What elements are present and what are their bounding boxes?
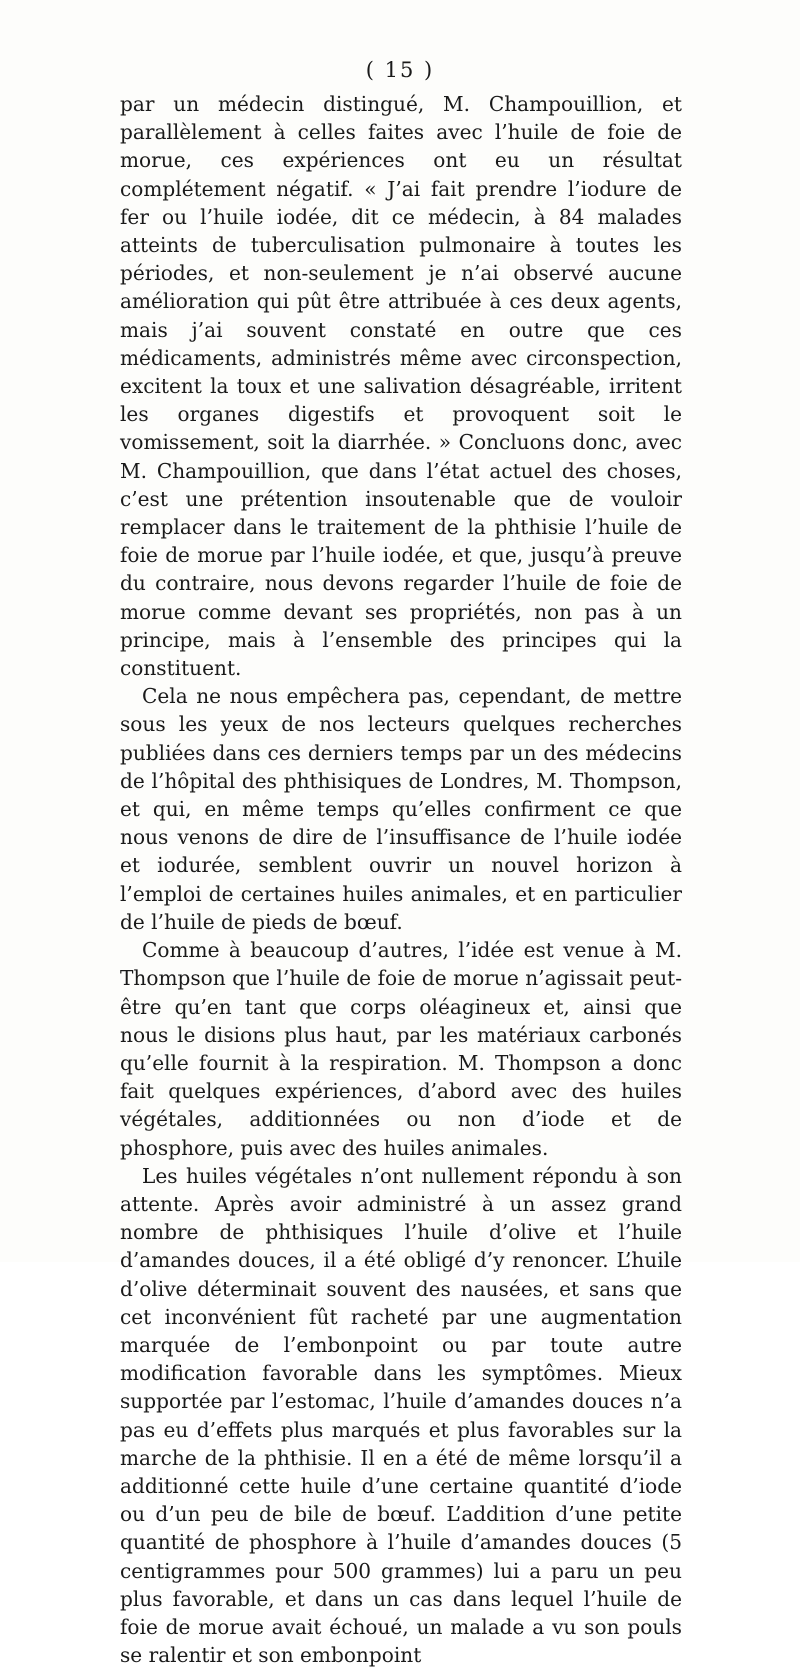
- page-number: ( 15 ): [365, 58, 435, 82]
- paragraph-1: par un médecin distingué, M. Champouillion, et parallèlement à celles faites avec l’huile de foie de morue, ces expériences ont eu un résultat complétement négatif. « J’ai fait prendre l’iodure de fer ou l’huile iodée, dit ce médecin, à 84 malades atteints de tuberculisation pulmonaire à toutes les périodes, et non-seulement je n’ai observé aucune amélioration qui pût être attribuée à ces deux agents, mais j’ai souvent constaté en outre que ces médicaments, administrés même avec circonspection, excitent la toux et une salivation désagréable, irritent les organes digestifs et provoquent soit le vomissement, soit la diarrhée. » Concluons donc, avec M. Champouillion, que dans l’état actuel des choses, c’est une prétention insoutenable que de vouloir remplacer dans le traitement de la phthisie l’huile de foie de morue par l’huile iodée, et que, jusqu’à preuve du contraire, nous devons regarder l’huile de foie de morue comme devant ses propriétés, non pas à un principe, mais à l’ensemble des principes qui la constituent.: [120, 92, 682, 681]
- body-text: [120, 90, 682, 1669]
- paragraph-4: Les huiles végétales n’ont nullement répondu à son attente. Après avoir administré à un assez grand nombre de phthisiques l’huile d’olive et l’huile d’amandes douces, il a été obligé d’y renoncer. L’huile d’olive déterminait souvent des nausées, et sans que cet inconvénient fût racheté par une augmentation marquée de l’embonpoint ou par toute autre modification favorable dans les symptômes. Mieux supportée par l’estomac, l’huile d’amandes douces n’a pas eu d’effets plus marqués et plus favorables sur la marche de la phthisie. Il en a été de même lorsqu’il a additionné cette huile d’une certaine quantité d’iode ou d’un peu de bile de bœuf. L’addition d’une petite quantité de phosphore à l’huile d’amandes douces (5 centigrammes pour 500 grammes) lui a paru un peu plus favorable, et dans un cas dans lequel l’huile de foie de morue avait échoué, un malade a vu son pouls se ralentir et son embonpoint: [120, 1163, 682, 1668]
- paragraph-3: Comme à beaucoup d’autres, l’idée est venue à M. Thompson que l’huile de foie de morue n’agissait peut-être qu’en tant que corps oléagineux et, ainsi que nous le disions plus haut, par les matériaux carbonés qu’elle fournit à la respiration. M. Thompson a donc fait quelques expériences, d’abord avec des huiles végétales, additionnées ou non d’iode et de phosphore, puis avec des huiles animales.: [120, 938, 682, 1160]
- paragraph-2: Cela ne nous empêchera pas, cependant, de mettre sous les yeux de nos lecteurs quelques recherches publiées dans ces derniers temps par un des médecins de l’hôpital des phthisiques de Londres, M. Thompson, et qui, en même temps qu’elles confirment ce que nous venons de dire de l’insuffisance de l’huile iodée et iodurée, semblent ouvrir un nouvel horizon à l’emploi de certaines huiles animales, et en particulier de l’huile de pieds de bœuf.: [120, 684, 682, 934]
